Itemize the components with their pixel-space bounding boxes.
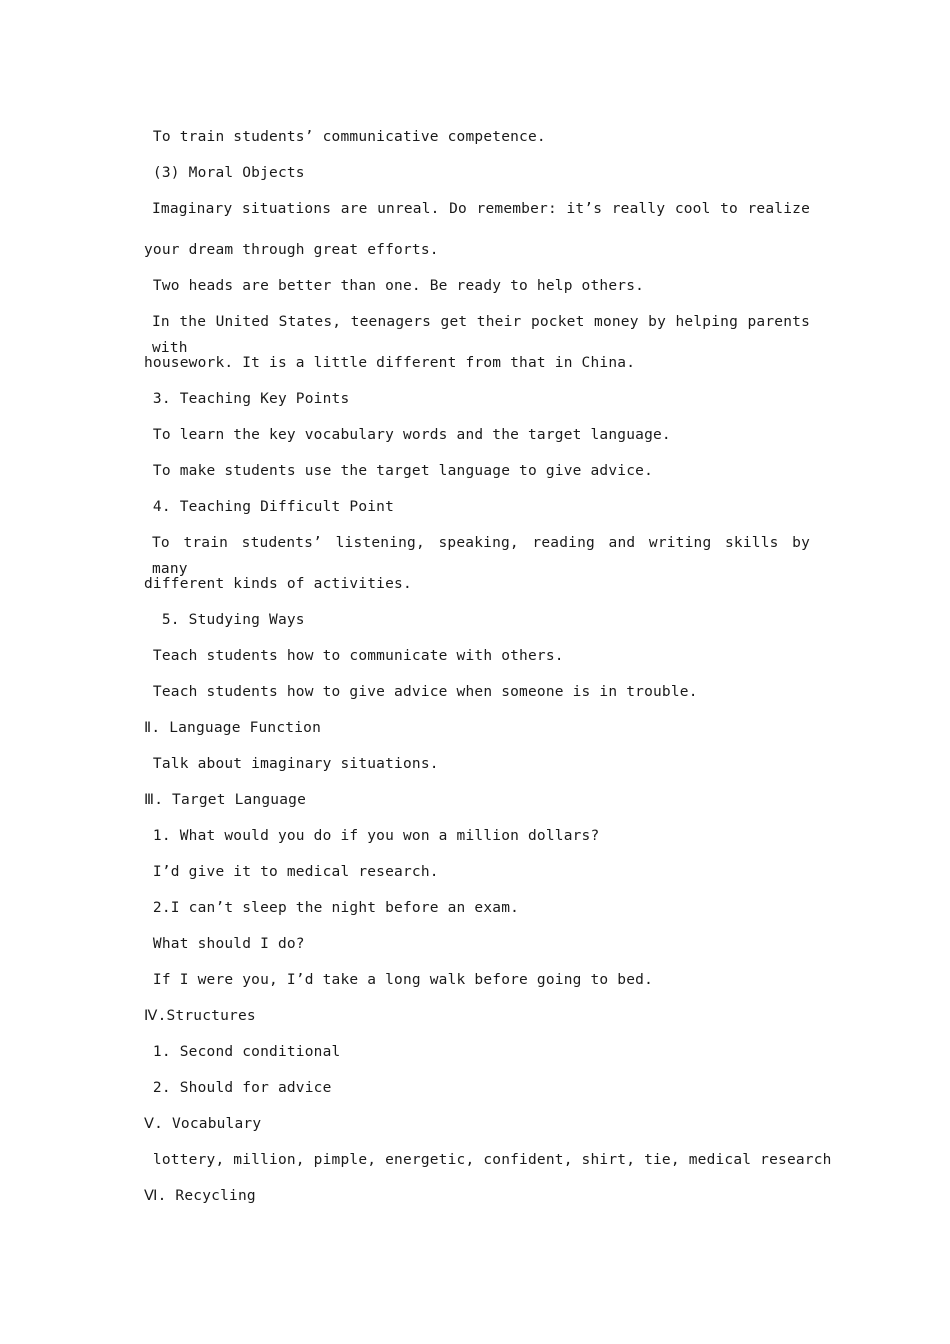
- text-line: 1. What would you do if you won a million dollars?: [144, 828, 600, 844]
- text-line: To make students use the target language to give advice.: [144, 463, 653, 479]
- text-line: lottery, million, pimple, energetic, confident, shirt, tie, medical research: [144, 1152, 832, 1168]
- document-body: [144, 124, 832, 1219]
- text-line: Talk about imaginary situations.: [144, 756, 439, 772]
- text-line: I’d give it to medical research.: [144, 864, 439, 880]
- text-line: To learn the key vocabulary words and the target language.: [144, 427, 671, 443]
- text-line: 1. Second conditional: [144, 1044, 341, 1060]
- text-line: If I were you, I’d take a long walk before going to bed.: [144, 972, 653, 988]
- text-line: housework. It is a little different from that in China.: [144, 355, 636, 371]
- text-line: different kinds of activities.: [144, 576, 412, 592]
- text-line: your dream through great efforts.: [144, 242, 439, 258]
- section-heading: Ⅳ.Structures: [144, 1008, 256, 1024]
- text-line: Imaginary situations are unreal. Do remember: it’s really cool to realize: [152, 201, 810, 217]
- section-heading: Ⅴ. Vocabulary: [144, 1116, 262, 1132]
- text-line: What should I do?: [144, 936, 305, 952]
- text-line: In the United States, teenagers get their pocket money by helping parents with: [152, 314, 810, 356]
- text-line: To train students’ communicative competence.: [144, 129, 546, 145]
- text-line: Teach students how to give advice when someone is in trouble.: [144, 684, 698, 700]
- section-heading: Ⅵ. Recycling: [144, 1188, 256, 1204]
- text-line: Two heads are better than one. Be ready to help others.: [144, 278, 645, 294]
- section-heading: 4. Teaching Difficult Point: [144, 499, 395, 515]
- text-line: Teach students how to communicate with others.: [144, 648, 564, 664]
- text-line: 2. Should for advice: [144, 1080, 332, 1096]
- section-heading: Ⅲ. Target Language: [144, 792, 307, 808]
- section-heading: Ⅱ. Language Function: [144, 720, 322, 736]
- section-heading: 3. Teaching Key Points: [144, 391, 350, 407]
- text-line: 2.I can’t sleep the night before an exam.: [144, 900, 520, 916]
- section-heading: (3) Moral Objects: [144, 165, 305, 181]
- section-heading: 5. Studying Ways: [144, 612, 305, 628]
- text-line: To train students’ listening, speaking, reading and writing skills by many: [152, 535, 810, 577]
